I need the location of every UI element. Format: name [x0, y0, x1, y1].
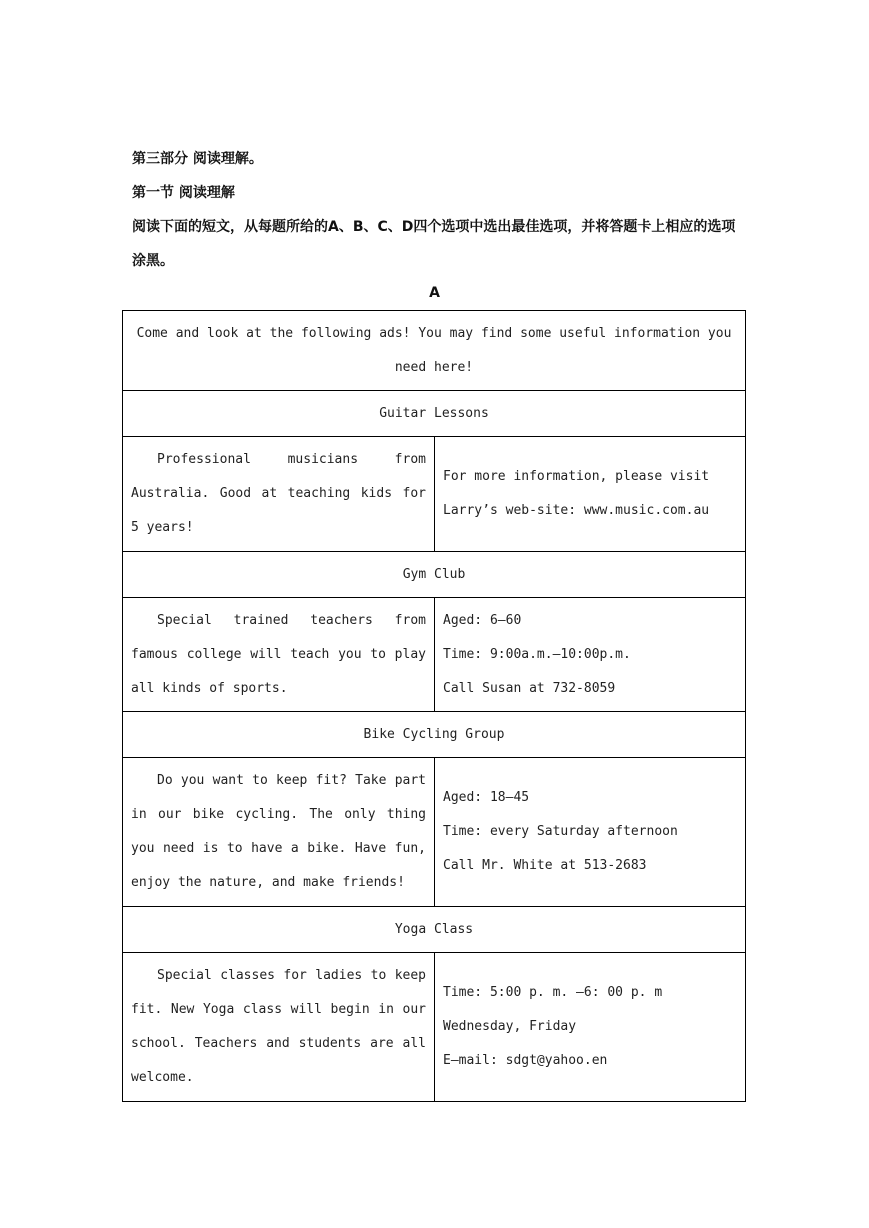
instructions: 阅读下面的短文，从每题所给的A、B、C、D四个选项中选出最佳选项，并将答题卡上相应的选项涂黑。 [132, 219, 736, 269]
ad-detail-line: Aged: 18—45 [443, 790, 530, 805]
ad-description-bike: Do you want to keep fit? Take part in our bike cycling. The only thing you need is to have a bike. Have fun, enjoy the nature, and make friends! [123, 758, 435, 907]
ad-description-guitar: Professional musicians from Australia. Good at teaching kids for 5 years! [123, 437, 435, 552]
ad-title-yoga: Yoga Class [123, 907, 746, 953]
ad-detail-line: Aged: 6—60 [443, 612, 522, 628]
ad-detail-line: E—mail: sdgt@yahoo.en [443, 1053, 608, 1068]
ad-body-row [123, 437, 746, 552]
ads-table [122, 310, 746, 1102]
ad-title-row [123, 712, 746, 758]
ad-title-guitar: Guitar Lessons [123, 391, 746, 437]
ad-details-gym [435, 598, 746, 712]
ads-intro: Come and look at the following ads! You may find some useful information you need here! [123, 311, 746, 391]
ad-detail-line: Time: every Saturday afternoon [443, 824, 678, 839]
intro-row [123, 311, 746, 391]
ad-title-gym: Gym Club [123, 552, 746, 598]
ad-body-row [123, 953, 746, 1102]
section-heading [132, 142, 744, 278]
part-title: 第三部分 阅读理解。 [132, 151, 263, 167]
ad-details-bike [435, 758, 746, 907]
ad-detail-line: Call Mr. White at 513-2683 [443, 858, 647, 873]
ad-title-row [123, 391, 746, 437]
ad-detail-line: Time: 5:00 p. m. —6: 00 p. m Wednesday, Friday [443, 985, 663, 1034]
ad-description-gym: Special trained teachers from famous college will teach you to play all kinds of sports. [123, 598, 435, 712]
ad-body-row [123, 758, 746, 907]
ad-title-row [123, 552, 746, 598]
ad-title-bike: Bike Cycling Group [123, 712, 746, 758]
ad-details-yoga [435, 953, 746, 1102]
passage-letter: A [429, 285, 440, 301]
ad-detail-line: Call Susan at 732-8059 [443, 680, 616, 696]
ad-detail-line: Time: 9:00a.m.—10:00p.m. [443, 646, 631, 662]
ad-description-yoga: Special classes for ladies to keep fit. New Yoga class will begin in our school. Teachers and students are all welcome. [123, 953, 435, 1102]
ad-details-guitar [435, 437, 746, 552]
ad-detail-line: For more information, please visit Larry’s web-site: www.music.com.au [443, 469, 710, 518]
ad-title-row [123, 907, 746, 953]
subsection-title: 第一节 阅读理解 [132, 185, 235, 201]
ad-body-row [123, 598, 746, 712]
